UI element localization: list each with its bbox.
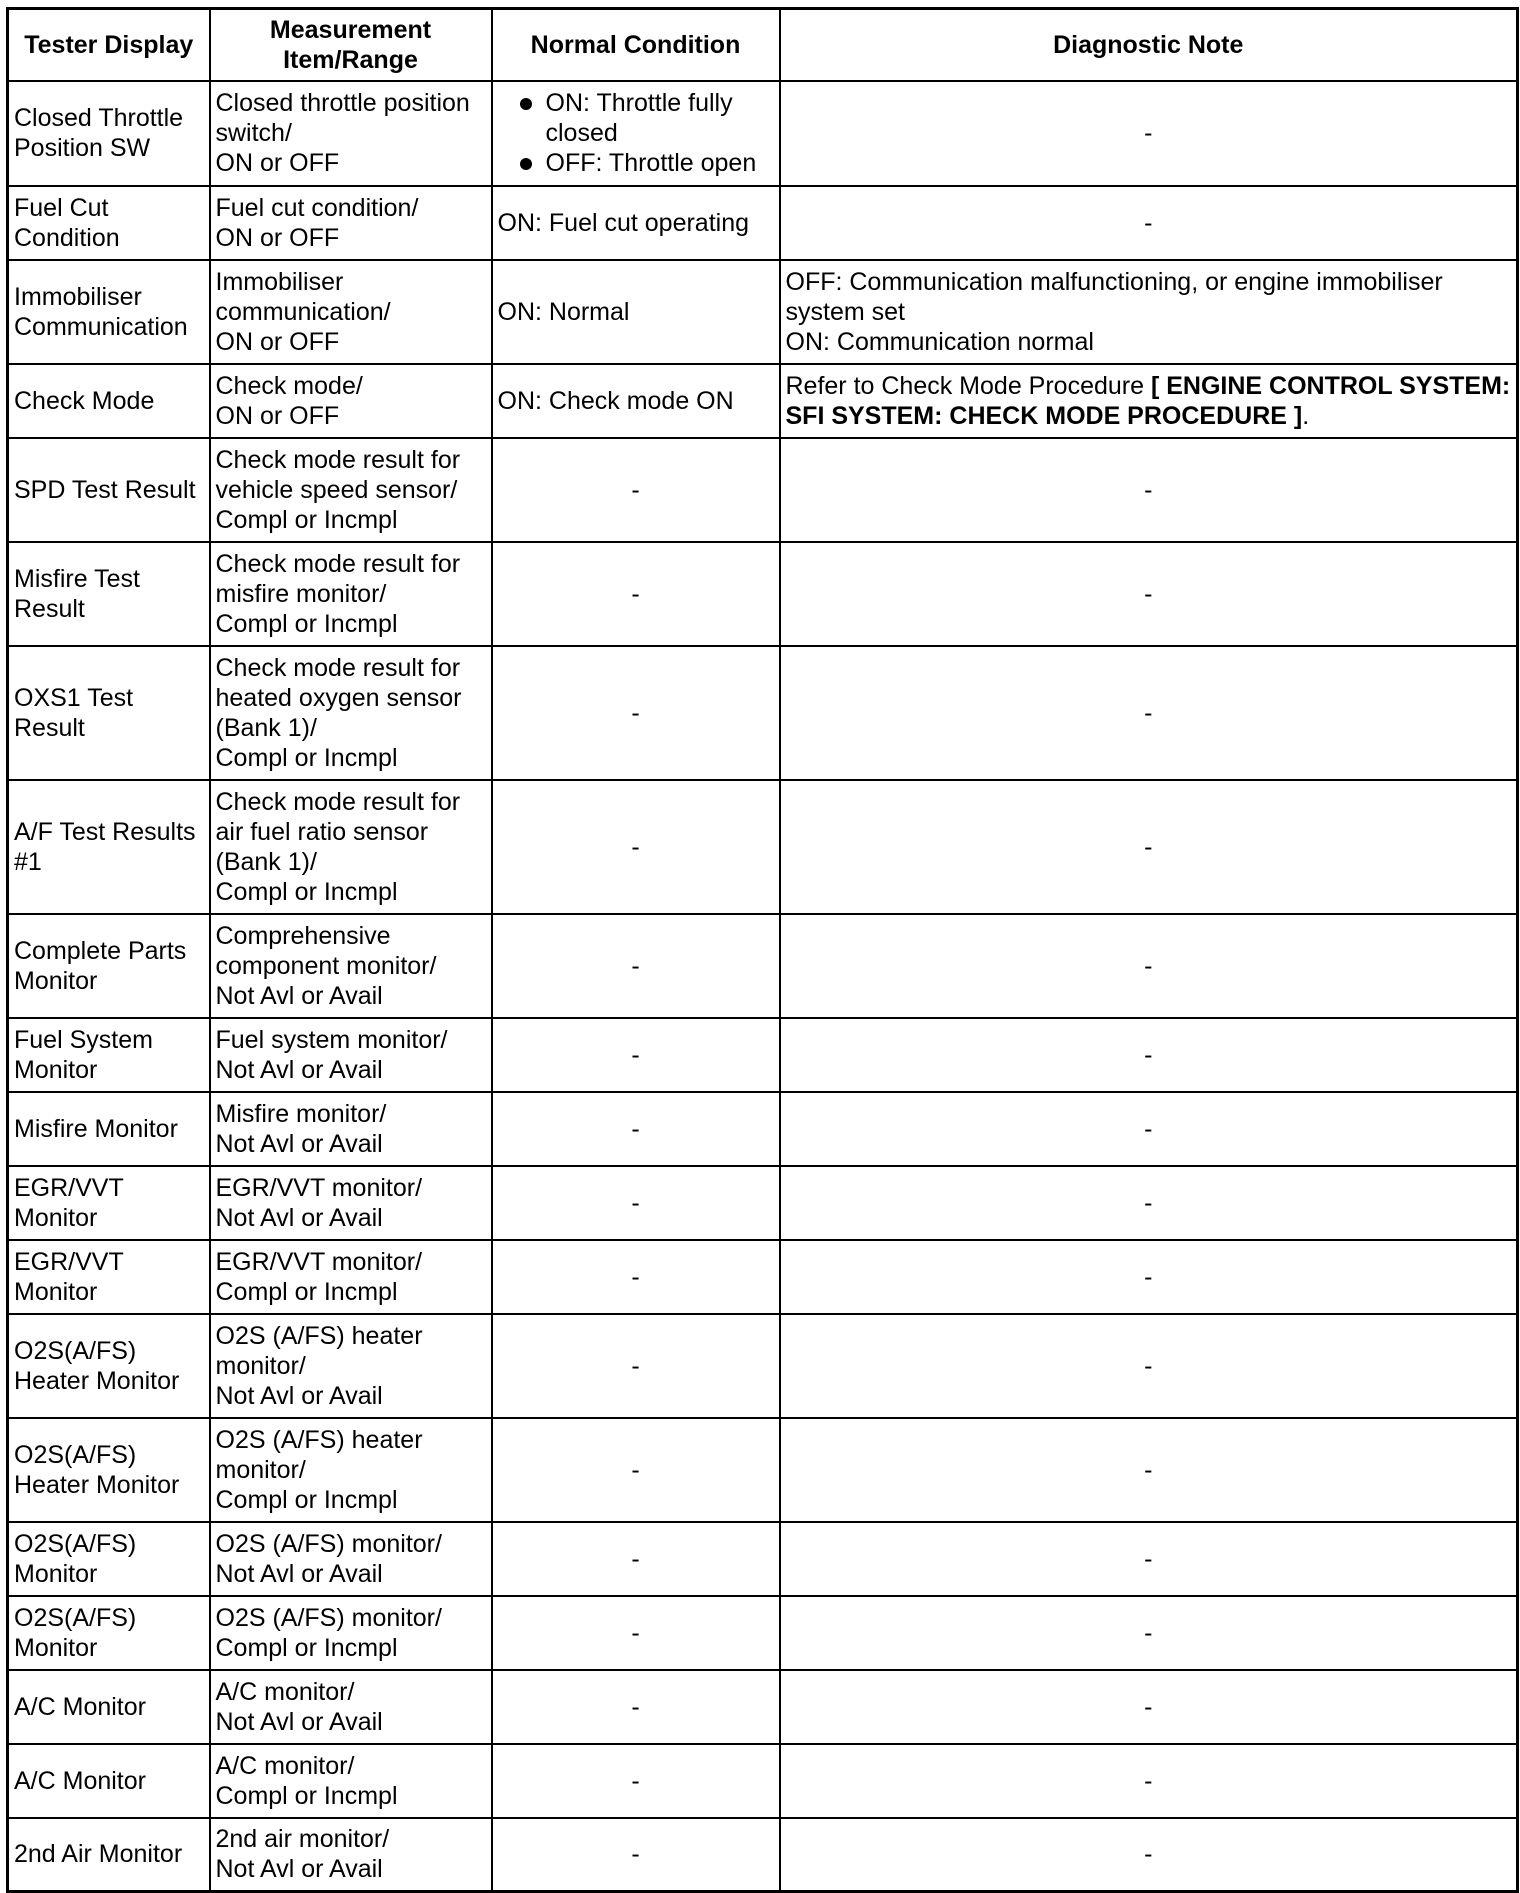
- cell-diagnostic-note: -: [780, 1314, 1518, 1418]
- data-list-table: [6, 7, 1519, 1893]
- cell-normal-condition: ON: Check mode ON: [492, 364, 780, 438]
- cell-measurement-item-range: Check mode result for heated oxygen sensor (Bank 1)/ Compl or Incmpl: [210, 646, 492, 780]
- cell-measurement-item-range: EGR/VVT monitor/ Not Avl or Avail: [210, 1166, 492, 1240]
- table-row: [8, 1522, 1518, 1596]
- cell-normal-condition: -: [492, 1092, 780, 1166]
- cell-normal-condition: ON: Normal: [492, 260, 780, 364]
- table-row: [8, 1018, 1518, 1092]
- cell-diagnostic-note: -: [780, 1240, 1518, 1314]
- cell-tester-display: Fuel Cut Condition: [8, 186, 210, 260]
- cell-diagnostic-note: -: [780, 780, 1518, 914]
- table-row: [8, 1744, 1518, 1818]
- table-body: [8, 81, 1518, 1892]
- cell-tester-display: Misfire Test Result: [8, 542, 210, 646]
- cell-diagnostic-note: -: [780, 1018, 1518, 1092]
- cell-normal-condition: -: [492, 780, 780, 914]
- cell-measurement-item-range: EGR/VVT monitor/ Compl or Incmpl: [210, 1240, 492, 1314]
- cell-diagnostic-note: [780, 260, 1518, 364]
- cell-measurement-item-range: Closed throttle position switch/ ON or OFF: [210, 81, 492, 186]
- cell-tester-display: A/F Test Results #1: [8, 780, 210, 914]
- cell-measurement-item-range: O2S (A/FS) heater monitor/ Not Avl or Avail: [210, 1314, 492, 1418]
- check-mode-procedure-link[interactable]: [ ENGINE CONTROL SYSTEM: SFI SYSTEM: CHECK MODE PROCEDURE ]: [785, 371, 1511, 430]
- cell-tester-display: Complete Parts Monitor: [8, 914, 210, 1018]
- cell-diagnostic-note: -: [780, 542, 1518, 646]
- cell-diagnostic-note: -: [780, 81, 1518, 186]
- cell-diagnostic-note: -: [780, 1166, 1518, 1240]
- cell-diagnostic-note: -: [780, 646, 1518, 780]
- diagnostic-note-line: ON: Communication normal: [785, 327, 1094, 356]
- cell-tester-display: EGR/VVT Monitor: [8, 1240, 210, 1314]
- cell-diagnostic-note: -: [780, 438, 1518, 542]
- cell-measurement-item-range: A/C monitor/ Not Avl or Avail: [210, 1670, 492, 1744]
- cell-measurement-item-range: Fuel system monitor/ Not Avl or Avail: [210, 1018, 492, 1092]
- cell-tester-display: EGR/VVT Monitor: [8, 1166, 210, 1240]
- cell-normal-condition: -: [492, 1314, 780, 1418]
- table-row: [8, 542, 1518, 646]
- cell-measurement-item-range: O2S (A/FS) monitor/ Not Avl or Avail: [210, 1522, 492, 1596]
- cell-tester-display: Fuel System Monitor: [8, 1018, 210, 1092]
- table-row: [8, 1418, 1518, 1522]
- table-row: [8, 1092, 1518, 1166]
- cell-measurement-item-range: Check mode result for air fuel ratio sensor (Bank 1)/ Compl or Incmpl: [210, 780, 492, 914]
- cell-normal-condition: -: [492, 914, 780, 1018]
- cell-diagnostic-note: -: [780, 1418, 1518, 1522]
- cell-tester-display: 2nd Air Monitor: [8, 1818, 210, 1892]
- table-row: [8, 914, 1518, 1018]
- cell-normal-condition: -: [492, 1418, 780, 1522]
- cell-normal-condition: -: [492, 1018, 780, 1092]
- normal-condition-bullet-list: [498, 88, 774, 178]
- cell-tester-display: O2S(A/FS) Monitor: [8, 1522, 210, 1596]
- table-row: [8, 780, 1518, 914]
- cell-diagnostic-note: -: [780, 1818, 1518, 1892]
- cell-normal-condition: -: [492, 542, 780, 646]
- header-diagnostic-note: Diagnostic Note: [780, 9, 1518, 81]
- bullet-item: OFF: Throttle open: [498, 148, 774, 178]
- cell-tester-display: O2S(A/FS) Heater Monitor: [8, 1418, 210, 1522]
- cell-normal-condition: -: [492, 1744, 780, 1818]
- bullet-item: ON: Throttle fully closed: [498, 88, 774, 148]
- table-row: [8, 1314, 1518, 1418]
- table-row: [8, 364, 1518, 438]
- table-row: [8, 186, 1518, 260]
- cell-normal-condition: -: [492, 1522, 780, 1596]
- cell-measurement-item-range: Immobiliser communication/ ON or OFF: [210, 260, 492, 364]
- cell-measurement-item-range: O2S (A/FS) monitor/ Compl or Incmpl: [210, 1596, 492, 1670]
- cell-tester-display: Misfire Monitor: [8, 1092, 210, 1166]
- cell-normal-condition: -: [492, 1818, 780, 1892]
- cell-normal-condition: -: [492, 1596, 780, 1670]
- cell-normal-condition: [492, 81, 780, 186]
- header-normal-condition: Normal Condition: [492, 9, 780, 81]
- cell-diagnostic-note: -: [780, 1596, 1518, 1670]
- table-row: [8, 81, 1518, 186]
- cell-measurement-item-range: Check mode/ ON or OFF: [210, 364, 492, 438]
- cell-diagnostic-note: [780, 364, 1518, 438]
- cell-measurement-item-range: Fuel cut condition/ ON or OFF: [210, 186, 492, 260]
- table-row: [8, 1596, 1518, 1670]
- cell-measurement-item-range: Check mode result for vehicle speed sensor/ Compl or Incmpl: [210, 438, 492, 542]
- cell-normal-condition: ON: Fuel cut operating: [492, 186, 780, 260]
- cell-normal-condition: -: [492, 1240, 780, 1314]
- cell-tester-display: Check Mode: [8, 364, 210, 438]
- table-row: [8, 260, 1518, 364]
- cell-normal-condition: -: [492, 438, 780, 542]
- cell-tester-display: O2S(A/FS) Monitor: [8, 1596, 210, 1670]
- cell-measurement-item-range: Comprehensive component monitor/ Not Avl or Avail: [210, 914, 492, 1018]
- cell-tester-display: Closed Throttle Position SW: [8, 81, 210, 186]
- table-row: [8, 438, 1518, 542]
- cell-measurement-item-range: A/C monitor/ Compl or Incmpl: [210, 1744, 492, 1818]
- cell-tester-display: SPD Test Result: [8, 438, 210, 542]
- table-row: [8, 646, 1518, 780]
- cell-measurement-item-range: O2S (A/FS) heater monitor/ Compl or Incmpl: [210, 1418, 492, 1522]
- table-header-row: [8, 9, 1518, 81]
- table-row: [8, 1240, 1518, 1314]
- table-row: [8, 1818, 1518, 1892]
- cell-measurement-item-range: Misfire monitor/ Not Avl or Avail: [210, 1092, 492, 1166]
- cell-tester-display: O2S(A/FS) Heater Monitor: [8, 1314, 210, 1418]
- cell-normal-condition: -: [492, 1670, 780, 1744]
- cell-tester-display: A/C Monitor: [8, 1670, 210, 1744]
- cell-measurement-item-range: Check mode result for misfire monitor/ Compl or Incmpl: [210, 542, 492, 646]
- table-row: [8, 1166, 1518, 1240]
- cell-diagnostic-note: -: [780, 186, 1518, 260]
- diagnostic-note-suffix: .: [1302, 401, 1310, 430]
- cell-normal-condition: -: [492, 646, 780, 780]
- cell-normal-condition: -: [492, 1166, 780, 1240]
- cell-diagnostic-note: -: [780, 1092, 1518, 1166]
- diagnostic-note-line: OFF: Communication malfunctioning, or engine immobiliser system set: [785, 267, 1443, 326]
- cell-measurement-item-range: 2nd air monitor/ Not Avl or Avail: [210, 1818, 492, 1892]
- cell-tester-display: A/C Monitor: [8, 1744, 210, 1818]
- cell-diagnostic-note: -: [780, 1522, 1518, 1596]
- cell-diagnostic-note: -: [780, 914, 1518, 1018]
- cell-tester-display: OXS1 Test Result: [8, 646, 210, 780]
- cell-diagnostic-note: -: [780, 1670, 1518, 1744]
- diagnostic-note-text: Refer to Check Mode Procedure: [785, 371, 1151, 400]
- cell-diagnostic-note: -: [780, 1744, 1518, 1818]
- header-tester-display: Tester Display: [8, 9, 210, 81]
- cell-tester-display: Immobiliser Communication: [8, 260, 210, 364]
- table-row: [8, 1670, 1518, 1744]
- header-measurement-item-range: Measurement Item/Range: [210, 9, 492, 81]
